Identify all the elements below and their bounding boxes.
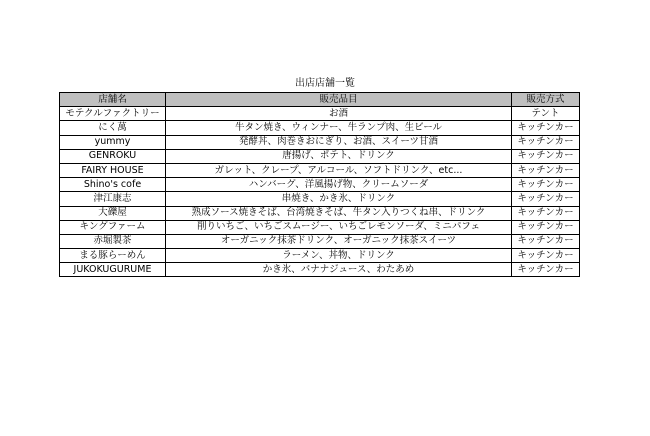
items-cell: 発酵丼、肉巻きおにぎり、お酒、スイーツ甘酒	[166, 135, 512, 149]
table-row	[60, 163, 580, 177]
table-row	[60, 121, 580, 135]
store-name-cell: 赤堀製茶	[60, 234, 166, 248]
table-header-row	[60, 93, 580, 107]
store-name-cell: 津江康志	[60, 192, 166, 206]
sales-method-cell: キッチンカー	[512, 149, 580, 163]
store-name-cell: FAIRY HOUSE	[60, 163, 166, 177]
sales-method-cell: キッチンカー	[512, 178, 580, 192]
table-row	[60, 206, 580, 220]
items-cell: 串焼き、かき氷、ドリンク	[166, 192, 512, 206]
column-header-store-name: 店舗名	[60, 93, 166, 107]
table-row	[60, 220, 580, 234]
store-name-cell: 大礫屋	[60, 206, 166, 220]
items-cell: ガレット、クレープ、アルコール、ソフトドリンク、etc...	[166, 163, 512, 177]
store-name-cell: JUKOKUGURUME	[60, 263, 166, 277]
table-row	[60, 178, 580, 192]
sales-method-cell: キッチンカー	[512, 163, 580, 177]
sales-method-cell: テント	[512, 107, 580, 121]
items-cell: ラーメン、丼物、ドリンク	[166, 249, 512, 263]
store-name-cell: モテクルファクトリー	[60, 107, 166, 121]
table-row	[60, 234, 580, 248]
column-header-sales-method: 販売方式	[512, 93, 580, 107]
store-name-cell: yummy	[60, 135, 166, 149]
store-name-cell: にく萬	[60, 121, 166, 135]
sales-method-cell: キッチンカー	[512, 263, 580, 277]
table-row	[60, 107, 580, 121]
sales-method-cell: キッチンカー	[512, 249, 580, 263]
store-list-table	[59, 92, 580, 277]
sales-method-cell: キッチンカー	[512, 220, 580, 234]
sales-method-cell: キッチンカー	[512, 121, 580, 135]
page-title: 出店店舗一覧	[295, 78, 355, 89]
items-cell: 熟成ソース焼きそば、台湾焼きそば、牛タン入りつくね串、ドリンク	[166, 206, 512, 220]
items-cell: 牛タン焼き、ウィンナー、牛ランプ肉、生ビール	[166, 121, 512, 135]
items-cell: 削りいちご、いちごスムージー、いちごレモンソーダ、ミニパフェ	[166, 220, 512, 234]
items-cell: ハンバーグ、洋風揚げ物、クリームソーダ	[166, 178, 512, 192]
sales-method-cell: キッチンカー	[512, 234, 580, 248]
table-row	[60, 192, 580, 206]
store-name-cell: Shino's cofe	[60, 178, 166, 192]
store-name-cell: GENROKU	[60, 149, 166, 163]
sales-method-cell: キッチンカー	[512, 206, 580, 220]
table-row	[60, 149, 580, 163]
sales-method-cell: キッチンカー	[512, 135, 580, 149]
items-cell: お酒	[166, 107, 512, 121]
table-row	[60, 135, 580, 149]
items-cell: オーガニック抹茶ドリンク、オーガニック抹茶スイーツ	[166, 234, 512, 248]
column-header-items: 販売品目	[166, 93, 512, 107]
items-cell: 唐揚げ、ポテト、ドリンク	[166, 149, 512, 163]
sales-method-cell: キッチンカー	[512, 192, 580, 206]
table-row	[60, 249, 580, 263]
store-name-cell: キングファーム	[60, 220, 166, 234]
store-name-cell: まる豚らーめん	[60, 249, 166, 263]
items-cell: かき氷、バナナジュース、わたあめ	[166, 263, 512, 277]
table-row	[60, 263, 580, 277]
